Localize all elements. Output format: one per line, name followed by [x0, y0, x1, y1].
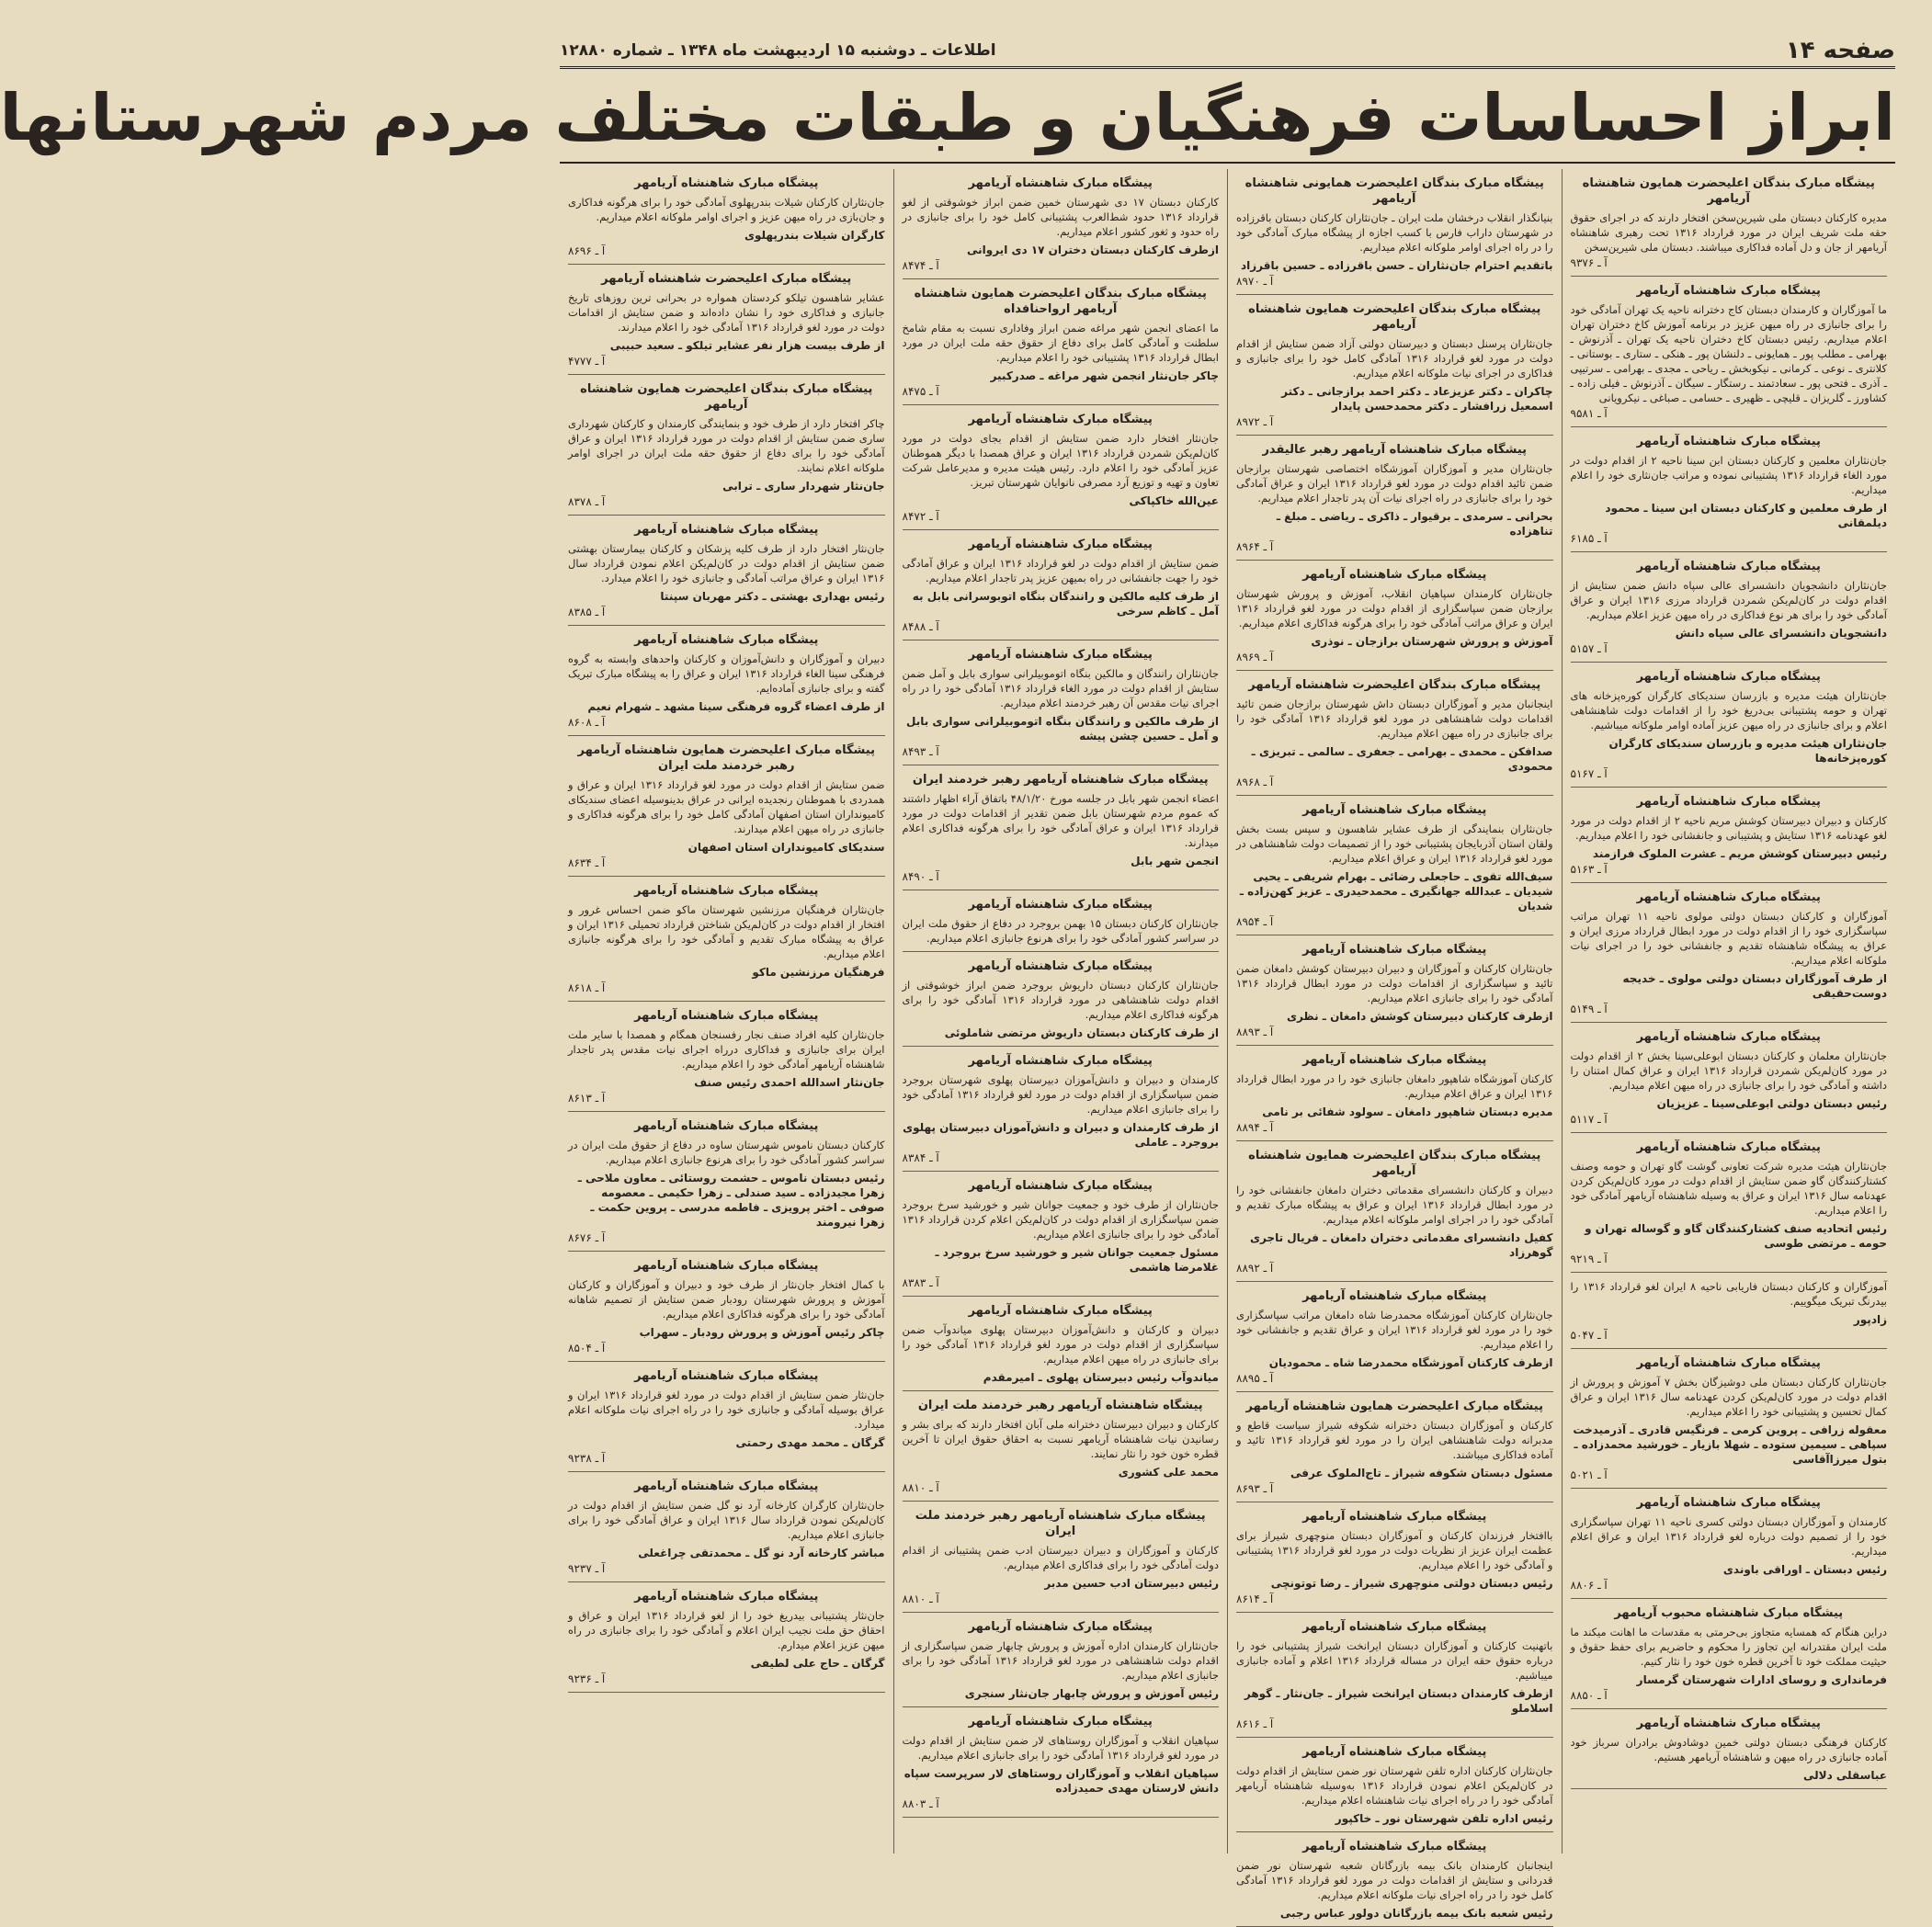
article-body: آموزگاران و کارکنان دبستان دولتی مولوی ناحیه ۱۱ تهران مراتب سپاسگزاری خود را از اقدام دولت در مورد ابطال قرارداد مرزی ایران و عراق به پیشگاه شاهنشاه تقدیم و جانفشانی خود را در اجرای نیات ملوکانه اعلام میداریم.: [1570, 910, 1887, 967]
article-body: ما اعضای انجمن شهر مراغه ضمن ابراز وفاداری نسبت به مقام شامخ سلطنت و آمادگی کامل برای دفاع از حقوق حقه ملت ایران در مورد ابطال قرارداد ۱۳۱۶ پشتیبانی خود را اعلام میداریم.: [902, 322, 1219, 364]
article-code: آ ـ ۹۳۷۶: [1570, 256, 1608, 269]
article-body: سپاهیان انقلاب و آموزگاران روستاهای لار ضمن ستایش از اقدام دولت در مورد لغو قرارداد ۱۳۱۶ آمادگی خود را برای جانبازی اعلام میداریم.: [902, 1734, 1219, 1762]
article-code: آ ـ ۸۹۵۴: [1236, 915, 1274, 928]
article: [903, 530, 1220, 640]
article-title: پیشگاه مبارک شاهنشاه آریامهر: [1636, 435, 1821, 448]
article-title: پیشگاه مبارک شاهنشاه آریامهر: [1302, 1745, 1487, 1759]
article-title: پیشگاه مبارک اعلیحضرت همایون شاهنشاه آریامهر: [1245, 1400, 1543, 1413]
article: [903, 1297, 1220, 1391]
article-signature: ازطرف کارکنان دبیرستان کوشش دامغان ـ نظری: [1286, 1010, 1553, 1023]
article-body: جان‌نثاران کارکنان دبستان ملی دوشیزگان بخش ۷ آموزش و پرورش از اقدام دولت در مورد کان‌لم‌یکن کردن عهدنامه سال ۱۳۱۶ ایران و عراق کمال تحسین و پشتیبانی خود را اعلام میداریم.: [1570, 1376, 1887, 1418]
article: [1571, 552, 1888, 663]
article-body: دراین هنگام که همسایه متجاوز بی‌حرمتی به مقدسات ما اهانت میکند ما ملت ایران مقتدرانه این تجاوز را محکوم و حاضریم برای حفظ حقوق و حیثیت مملکت خود تا آخرین قطره خون خود را نثار کنیم.: [1570, 1626, 1887, 1668]
article-title: پیشگاه مبارک شاهنشاه آریامهر: [1636, 795, 1821, 809]
article-signature: عباسقلی دلالی: [1803, 1769, 1887, 1782]
article-title: پیشگاه مبارک شاهنشاه آریامهر رهبر خردمند ملت ایران: [915, 1509, 1206, 1538]
article: [1571, 1133, 1888, 1273]
article-signature: چاکران ـ دکتر عزیزعاد ـ دکتر احمد برازجانی ـ دکتر اسمعیل زرافشار ـ دکتر محمدحسن پایدار: [1281, 385, 1553, 413]
article: [1236, 796, 1553, 935]
article: [1236, 671, 1553, 796]
article: [903, 405, 1220, 530]
article-body: کارکنان فرهنگی دبستان دولتی خمین دوشادوش برادران سرباز خود آماده جانبازی در راه میهن و شاهنشاه آریامهر هستیم.: [1570, 1736, 1887, 1763]
article-title: پیشگاه مبارک شاهنشاه محبوب آریامهر: [1614, 1606, 1844, 1620]
article-body: آموزگاران و کارکنان دبستان فاریابی ناحیه ۸ ایران لغو قرارداد ۱۳۱۶ را بیدرنگ تبریک میگوییم.: [1570, 1280, 1888, 1308]
article-code: آ ـ ۸۸۹۵: [1236, 1372, 1274, 1385]
article-body: ضمن ستایش از اقدام دولت در لغو قرارداد ۱۳۱۶ ایران و عراق آمادگی خود را جهت جانفشانی در راه بمیهن عزیز پدر تاجدار اعلام میداریم.: [902, 557, 1220, 584]
article-title: پیشگاه مبارک شاهنشاه آریامهر: [968, 1620, 1153, 1634]
column-4: [560, 169, 893, 1853]
article-title: پیشگاه مبارک شاهنشاه آریامهر: [1636, 1030, 1821, 1044]
article: [1236, 1502, 1553, 1613]
article: [1236, 436, 1553, 561]
article: [1571, 883, 1888, 1023]
article: [568, 169, 885, 265]
article-body: کارکنان دبستان ناموس شهرستان ساوه در دفاع از حقوق ملت ایران در سراسر کشور آمادگی خود را برای هرنوع جانبازی اعلام میداریم.: [568, 1139, 885, 1166]
article-signature: بحرانی ـ سرمدی ـ برقیوار ـ ذاکری ـ ریاضی ـ مبلغ ـ تناهزاده: [1276, 510, 1553, 538]
article-signature: از طرف کارمندان و دبیران و دانش‌آموزان دبیرستان پهلوی بروجرد ـ عاملی: [903, 1121, 1219, 1149]
article-body: کارمندان و آموزگاران دبستان دولتی کسری ناحیه ۱۱ تهران سپاسگزاری خود را از تصمیم دولت درباره لغو قرارداد ۱۳۱۶ ایران و عراق اعلام میداریم.: [1570, 1515, 1888, 1558]
article-code: آ ـ ۸۴۷۲: [902, 510, 939, 523]
article-signature: میاندوآب رئیس دبیرستان پهلوی ـ امیرمقدم: [983, 1371, 1219, 1384]
article: [903, 1707, 1220, 1818]
article-signature: از طرف کارکنان دبستان داریوش مرتضی شاملوئی: [944, 1026, 1219, 1039]
article-code: آ ـ ۸۶۹۶: [568, 244, 606, 257]
article-body: چاکر افتخار دارد از طرف خود و بنمایندگی کارمندان و کارکنان شهرداری ساری ضمن ستایش از اقدام دولت در مورد قرارداد ۱۳۱۶ ایران و عراق آمادگی خود را برای دفاع از حقوق حقه ملت ایران در اجرای اوامر ملوکانه اعلام نمایند.: [568, 417, 885, 474]
article-body: جان‌نثاران بنمایندگی از طرف عشایر شاهسون و سپس بست بخش ولقان استان آذربایجان پشتیبانی خود را از تصمیمات دولت شاهنشاهی در مورد لغو قرارداد ۱۳۱۶ ایران و عراق اعلام میداریم.: [1236, 822, 1553, 865]
article-title: پیشگاه مبارک شاهنشاه آریامهر رهبر خردمند ایران: [912, 773, 1209, 787]
article: [1236, 1738, 1553, 1832]
article-body: عشایر شاهسون تیلکو کردستان همواره در بحرانی ترین روزهای تاریخ جانبازی و فداکاری خود را نشان داده‌اند و ضمن ستایش از اقدامات دولت در مورد لغو قرارداد ۱۳۱۶ آمادگی خود را اعلام میدارند.: [568, 291, 885, 334]
article-signature: رئیس آموزش و پرورش چابهار جان‌نثار سنجری: [964, 1687, 1219, 1700]
article: [568, 1002, 885, 1112]
article-code: آ ـ ۸۸۱۰: [902, 1481, 939, 1494]
article-body: کارکنان و آموزگاران دبستان دخترانه شکوفه شیراز سیاست قاطع و مدبرانه دولت شاهنشاهی ایران را در مورد لغو قرارداد ۱۳۱۶ تائید و آماده فداکاری میباشند.: [1236, 1419, 1553, 1461]
article: [568, 877, 885, 1002]
article: [568, 375, 885, 516]
article-title: پیشگاه مبارک شاهنشاه آریامهر: [634, 1590, 819, 1604]
article-code: آ ـ ۸۶۱۸: [568, 981, 606, 994]
article-title: پیشگاه مبارک شاهنشاه آریامهر: [1302, 1510, 1487, 1524]
article: [1571, 277, 1888, 427]
article: [1236, 1141, 1553, 1282]
article-signature: جان‌نثار اسدالله احمدی رئیس صنف: [694, 1076, 885, 1089]
article: [903, 1391, 1220, 1502]
article-title: پیشگاه مبارک شاهنشاه آریامهر: [634, 884, 819, 898]
article-code: آ ـ ۸۹۷۲: [1236, 415, 1274, 428]
article-signature: مدیره دبستان شاهپور دامغان ـ سولود شفائی بر نامی: [1262, 1105, 1553, 1118]
article-title: پیشگاه مبارک شاهنشاه آریامهر: [1636, 890, 1821, 904]
article: [1236, 1832, 1553, 1927]
article-body: جان‌نثاران معلمین و کارکنان دبستان ابن سینا ناحیه ۲ از اقدام دولت در مورد الغاء قرارداد ۱۳۱۶ پشتیبانی نموده و مراتب جان‌نثاری خود را اعلام میداریم.: [1570, 454, 1887, 496]
article-title: پیشگاه مبارک بندگان اعلیحضرت همایون شاهنشاه آریامهر: [1582, 176, 1875, 206]
article: [568, 1582, 885, 1693]
article-body: جان‌نثاران هیئت مدیره و بازرسان سندیکای کارگران کوره‌پزخانه های تهران و حومه پشتیبانی بی‌دریغ خود را از اقدامات دولت شاهنشاهی اعلام و برای جانبازی در راه میهن عزیز آماده اوامر ملوکانه میباشیم.: [1570, 689, 1887, 731]
article-signature: گرگان ـ حاج علی لطیفی: [750, 1657, 885, 1670]
article-body: جان‌نثاران کارمندان سپاهیان انقلاب، آموزش و پرورش شهرستان برازجان ضمن سپاسگزاری از اقدام دولت در مورد لغو قرارداد ۱۳۱۶ ایران و عراق مراتب آمادگی خود را برای هرگونه فداکاری اعلام میداریم.: [1236, 587, 1553, 629]
article-body: جان‌نثاران معلمان و کارکنان دبستان ابوعلی‌سینا بخش ۲ از اقدام دولت در مورد کان‌لم‌یکن شمردن قرارداد ۱۳۱۶ ایران و عراق کمال امتنان را داشته و آمادگی خود را برای جانبازی در راه میهن اعلام میداریم.: [1570, 1049, 1888, 1092]
article-body: کارکنان آموزشگاه شاهپور دامغان جانبازی خود را در مورد ابطال قرارداد ۱۳۱۶ ایران و عراق اعلام میداریم.: [1236, 1072, 1553, 1100]
article-code: آ ـ ۸۳۸۴: [902, 1151, 939, 1164]
article-code: آ ـ ۸۶۳۴: [568, 856, 606, 869]
article-code: آ ـ ۸۸۵۰: [1570, 1689, 1608, 1702]
article-code: آ ـ ۹۲۱۹: [1570, 1253, 1608, 1265]
article-signature: کارگران شیلات بندرپهلوی: [744, 229, 885, 242]
article-body: باافتخار فرزندان کارکنان و آموزگاران دبستان منوچهری شیراز برای عظمت ایران عزیز از نظریات دولت در مورد لغو قرارداد ۱۳۱۶ پشتیبانی و آمادگی خود را اعلام میداریم.: [1236, 1529, 1553, 1571]
article-code: آ ـ ۴۷۷۷: [568, 355, 606, 368]
article-title: پیشگاه مبارک شاهنشاه آریامهر: [1302, 1840, 1487, 1853]
article-code: آ ـ ۸۴۹۰: [902, 870, 939, 883]
article-signature: از طرف معلمین و کارکنان دبستان ابن سینا ـ محمود دیلمقانی: [1605, 502, 1887, 529]
article-body: جان‌نثار افتخار دارد ضمن ستایش از اقدام بجای دولت در مورد کان‌لم‌یکن شمردن قرارداد ۱۳۱۶ ایران و عراق همصدا با دیگر هموطنان عزیز آمادگی خود را اعلام دارد. رئیس هیئت مدیره و مدیرعامل شرکت تعاون و تهیه و توزیع آرد مصرفی نانوایان شهرستان تبریز.: [902, 432, 1220, 489]
article-code: آ ـ ۸۴۸۸: [902, 620, 939, 633]
article: [903, 169, 1220, 279]
article-body: جان‌نثاران کارگران کارخانه آرد نو گل ضمن ستایش از اقدام دولت در کان‌لم‌یکن نمودن قرارداد سال ۱۳۱۶ ایران و عراق آمادگی خود را برای جانبازی اعلام میداریم.: [568, 1499, 885, 1541]
article-body: جان‌نثاران کارکنان و آموزگاران و دبیران دبیرستان کوشش دامغان ضمن تائید و سپاسگزاری از اقدامات دولت در مورد ابطال قرارداد ۱۳۱۶ آمادگی خود را برای جانبازی اعلام میداریم.: [1236, 962, 1553, 1004]
article: [903, 890, 1220, 952]
article-signature: رئیس شعبه بانک بیمه بازرگانان دولور عباس رجبی: [1279, 1907, 1553, 1920]
article-signature: از طرف بیست هزار نفر عشایر تیلکو ـ سعید حبیبی: [609, 339, 885, 352]
article-body: جان‌نثار افتخار دارد از طرف کلیه پزشکان و کارکنان بیمارستان بهشتی ضمن ستایش از اقدام دولت در کان‌لم‌یکن اعلام نمودن قرارداد سال ۱۳۱۶ ایران و عراق مراتب آمادگی و جانبازی خود را اعلام میدارد.: [568, 542, 885, 584]
article: [903, 1502, 1220, 1613]
article-body: دبیران و کارکنان دانشسرای مقدماتی دختران دامغان جانفشانی خود را در مورد ابطال قرارداد ۱۳۱۶ ایران و عراق به پیشگاه مبارک تقدیم و آمادگی خود را در اجرای اوامر ملوکانه اعلام میداریم.: [1236, 1184, 1553, 1226]
article-body: جان‌نثاران دانشجویان دانشسرای عالی سپاه دانش ضمن ستایش از اقدام دولت در کان‌لم‌یکن شمردن قرارداد مرزی ۱۳۱۶ ایران و عراق آمادگی خود را برای هر نوع فداکاری در راه میهن عزیز اعلام میداریم.: [1570, 579, 1887, 621]
article: [1571, 1273, 1888, 1349]
article: [568, 516, 885, 626]
article: [1571, 427, 1888, 552]
article-signature: ازطرف کارکنان دبستان دختران ۱۷ دی ایروانی: [967, 244, 1219, 256]
article-code: آ ـ ۸۹۶۴: [1236, 540, 1274, 553]
article-title: پیشگاه مبارک شاهنشاه آریامهر: [634, 1009, 819, 1023]
article: [1236, 1392, 1553, 1502]
article-signature: معقوله زرافی ـ پروین کرمی ـ فرنگیس قادری ـ آذرمیدخت سپاهی ـ سیمین ستوده ـ شهلا بازیار ـ خورشید محمدزاده ـ بتول میرزاآقاسی: [1573, 1423, 1887, 1466]
article-body: جان‌نثاران هیئت مدیره شرکت تعاونی گوشت گاو تهران و حومه وصنف کشتارکنندگان گاو ضمن ستایش از اقدام دولت در مورد کان‌لم‌یکن کردن عهدنامه سال ۱۳۱۶ ایران و عراق به وسیله شاهنشاه آریامهر آمادگی خود را اعلام میداریم.: [1570, 1160, 1887, 1217]
article: [1571, 788, 1888, 883]
article-title: پیشگاه مبارک شاهنشاه آریامهر: [634, 1119, 819, 1133]
article-code: آ ـ ۸۴۷۴: [902, 259, 939, 272]
article-title: پیشگاه مبارک شاهنشاه آریامهر: [1302, 1620, 1487, 1634]
article-body: جان‌نثاران پرسنل دبستان و دبیرستان دولتی آزاد ضمن ستایش از اقدام دولت در مورد لغو قرارداد ۱۳۱۶ آمادگی کامل خود را برای جانبازی و فداکاری در اجرای نیات ملوکانه اعلام میداریم.: [1236, 337, 1553, 380]
article-signature: ازطرف کارمندان دبستان ایرانخت شیراز ـ جان‌نثار ـ گوهر اسلاملو: [1244, 1687, 1553, 1715]
article-code: آ ـ ۸۴۷۵: [902, 385, 939, 398]
article-title: پیشگاه مبارک شاهنشاه آریامهر: [1636, 560, 1821, 573]
article-signature: از طرف مالکین و رانندگان بنگاه اتوموبیلرانی سواری بابل و آمل ـ حسین چشن پیشه: [906, 715, 1219, 742]
article: [568, 1472, 885, 1582]
article-title: پیشگاه مبارک بندگان اعلیحضرت همایون شاهنشاه آریامهر ارواحنافداه: [914, 287, 1207, 316]
article-signature: صدافکن ـ محمدی ـ بهرامی ـ جعفری ـ سالمی ـ تبریزی ـ محمودی: [1251, 745, 1553, 773]
article-code: آ ـ ۸۶۱۳: [568, 1092, 606, 1105]
article-signature: گرگان ـ محمد مهدی رحمتی: [735, 1436, 885, 1449]
article-body: بنیانگذار انقلاب درخشان ملت ایران ـ جان‌نثاران کارکنان دبستان باقرزاده در شهرستان داراب فارس با کسب اجازه از پیشگاه مبارک آمادگی خود را در راه اجرای اوامر ملوکانه اعلام میداریم.: [1236, 211, 1553, 254]
article-body: اینجانبان مدیر و آموزگاران دبستان داش شهرستان برازجان ضمن تائید اقدامات دولت شاهنشاهی در مورد لغو قرارداد ۱۳۱۶ آمادگی خود را برای جانبازی در راه میهن اعلام میداریم.: [1236, 697, 1553, 740]
article: [568, 1252, 885, 1362]
article-signature: چاکر جان‌نثار انجمن شهر مراغه ـ صدرکبیر: [990, 369, 1219, 382]
article-title: پیشگاه مبارک بندگان اعلیحضرت همایون شاهنشاه آریامهر: [1248, 302, 1541, 332]
article-signature: سندیکای کامیونداران استان اصفهان: [688, 841, 885, 854]
article-title: پیشگاه مبارک بندگان اعلیحضرت همایونی شاهنشاه آریامهر: [1244, 176, 1544, 206]
article: [903, 1172, 1220, 1297]
columns-container: [560, 169, 1895, 1920]
article-signature: ازطرف کارکنان آموزشگاه محمدرضا شاه ـ محمودیان: [1268, 1356, 1553, 1369]
article-code: آ ـ ۵۱۵۷: [1570, 642, 1608, 655]
article: [1236, 295, 1553, 436]
article-signature: رئیس دبیرستان کوشش مریم ـ عشرت الملوک فرازمند: [1592, 847, 1887, 860]
article-title: پیشگاه مبارک شاهنشاه آریامهر: [1636, 1717, 1821, 1730]
article-signature: انجمن شهر بابل: [1131, 855, 1219, 867]
article-body: جان‌نثاران کارمندان اداره آموزش و پرورش چابهار ضمن سپاسگزاری از اقدام دولت شاهنشاهی در مورد لغو قرارداد ۱۳۱۶ آمادگی خود را برای جانبازی اعلام میداریم.: [902, 1639, 1219, 1682]
article-code: آ ـ ۹۲۳۸: [568, 1452, 606, 1465]
article: [1236, 1613, 1553, 1738]
article-title: پیشگاه مبارک شاهنشاه آریامهر: [968, 1179, 1153, 1193]
article-body: ضمن ستایش از اقدام دولت در مورد لغو قرارداد ۱۳۱۶ ایران و عراق و همدردی با هموطنان رنجدیده ایرانی در عراق بدینوسیله اعضای سندیکای کامیونداران استان اصفهان آمادگی کامل خود را برای هرگونه فداکاری و جانبازی در راه میهن اعلام میدارند.: [568, 778, 885, 835]
article: [1236, 1046, 1553, 1141]
article: [903, 1613, 1220, 1707]
article-body: باتهنیت کارکنان و آموزگاران دبستان ایرانخت شیراز پشتیبانی خود را درباره حقوق حقه ایران در مساله قرارداد ۱۳۱۶ اعلام و آماده جانبازی میباشیم.: [1236, 1639, 1553, 1682]
article-body: جان‌نثاران کارکنان دبستان داریوش بروجرد ضمن ابراز خوشوقتی از اقدام دولت شاهنشاهی در مورد قرارداد ۱۳۱۶ آمادگی خود را برای هرگونه فداکاری اعلام میداریم.: [902, 979, 1220, 1021]
article-code: آ ـ ۸۶۷۶: [568, 1231, 606, 1244]
article-code: آ ـ ۸۸۰۳: [902, 1797, 939, 1810]
article-signature: باتقدیم احترام جان‌نثاران ـ حسن باقرزاده ـ حسین باقرزاد: [1240, 259, 1553, 272]
article-signature: رئیس دبستان دولتی ابوعلی‌سینا ـ عزیزیان: [1656, 1097, 1887, 1110]
article-code: آ ـ ۸۹۷۰: [1236, 275, 1274, 288]
article-title: پیشگاه مبارک شاهنشاه آریامهر: [968, 413, 1153, 426]
article-title: پیشگاه مبارک شاهنشاه آریامهر: [968, 898, 1153, 912]
article-signature: مباشر کارخانه آرد نو گل ـ محمدتقی چراغعلی: [638, 1547, 885, 1559]
article-signature: از طرف اعضاء گروه فرهنگی سینا مشهد ـ شهرام نعیم: [587, 700, 885, 713]
article: [568, 736, 885, 877]
column-3: [893, 169, 1228, 1853]
article-title: پیشگاه مبارک شاهنشاه آریامهر: [1302, 568, 1487, 582]
article-signature: جان‌نثاران هیئت مدیره و بازرسان سندیکای کارگران کوره‌پزخانه‌ها: [1608, 737, 1887, 765]
paper-info: اطلاعات ـ دوشنبه ۱۵ اردیبهشت ماه ۱۳۴۸ ـ شماره ۱۲۸۸۰: [560, 41, 996, 60]
article-body: مدیره کارکنان دبستان ملی شیرین‌سخن افتخار دارند که در اجرای حقوق حقه ملت شریف ایران در مورد قرارداد ۱۳۱۶ تحت رهبری شاهنشاه آریامهر از جان و دل آماده فداکاری میباشند. دبستان ملی شیرین‌سخن: [1570, 211, 1888, 254]
article-title: پیشگاه مبارک شاهنشاه آریامهر: [634, 1369, 819, 1383]
article-body: جان‌نثاران کارکنان دبستان ۱۵ بهمن بروجرد در دفاع از حقوق ملت ایران در سراسر کشور آمادگی خود را برای هرنوع جانبازی اعلام میداریم.: [902, 917, 1219, 945]
article-code: آ ـ ۸۸۱۰: [902, 1593, 939, 1605]
article-body: جان‌نثاران از طرف خود و جمعیت جوانان شیر و خورشید سرخ بروجرد ضمن سپاسگزاری از اقدام دولت در کان‌لم‌یکن اعلام کردن قرارداد ۱۳۱۶ آمادگی خود را برای جانبازی اعلام میداریم.: [902, 1198, 1219, 1241]
article: [903, 952, 1220, 1047]
main-headline: ابراز احساسات فرهنگیان و طبقات مختلف مردم شهرستانها: [560, 74, 1895, 164]
article: [1571, 1349, 1888, 1489]
article-signature: چاکر رئیس آموزش و پرورش رودبار ـ سهراب: [639, 1326, 885, 1339]
article-signature: مسئول دبستان شکوفه شیراز ـ تاج‌الملوک عرفی: [1290, 1467, 1553, 1479]
article-code: آ ـ ۸۶۰۸: [568, 716, 606, 729]
article-body: دبیران و آموزگاران و دانش‌آموزان و کارکنان واحدهای وابسته به گروه فرهنگی سینا الغاء قرارداد ۱۳۱۶ ایران و عراق را به پیشگاه مبارک تبریک گفته و برای جانبازی آماده‌ایم.: [568, 652, 885, 695]
article-title: پیشگاه مبارک بندگان اعلیحضرت همایون شاهنشاه آریامهر: [580, 382, 873, 412]
article-signature: کفیل دانشسرای مقدماتی دختران دامغان ـ فریال تاجری گوهرزاد: [1249, 1231, 1553, 1259]
article-body: دبیران و کارکنان و دانش‌آموزان دبیرستان پهلوی میاندوآب ضمن سپاسگزاری از اقدام دولت در مورد لغو قرارداد ۱۳۱۶ آمادگی خود را برای جانبازی در راه میهن اعلام میداریم.: [902, 1323, 1219, 1366]
article-code: آ ـ ۸۸۹۳: [1236, 1026, 1274, 1038]
article-code: آ ـ ۸۶۹۳: [1236, 1482, 1274, 1495]
article-code: آ ـ ۵۱۴۹: [1570, 1003, 1608, 1015]
article-body: با کمال افتخار جان‌نثار از طرف خود و دبیران و آموزگاران و کارکنان آموزش و پرورش شهرستان رودبار ضمن ستایش از تصمیم شاهانه آمادگی خود را برای هرگونه فداکاری اعلام میداریم.: [568, 1278, 885, 1321]
article: [568, 1362, 885, 1472]
article-code: آ ـ ۸۳۸۵: [568, 606, 606, 618]
page-header: [560, 35, 1895, 69]
article-title: پیشگاه مبارک بندگان اعلیحضرت شاهنشاه آریامهر: [1248, 678, 1541, 692]
article: [1236, 561, 1553, 671]
article-title: پیشگاه مبارک شاهنشاه آریامهر رهبر عالیقدر: [1262, 443, 1528, 457]
article-code: آ ـ ۵۱۶۳: [1570, 863, 1608, 876]
article-body: جان‌نثاران کلیه افراد صنف نجار رفسنجان همگام و همصدا با سایر ملت ایران برای جانبازی و فداکاری درراه اجرای نیات مقدس پدر تاجدار شاهنشاه آریامهر آمادگی خود را اعلام میداریم.: [568, 1028, 885, 1071]
article-signature: رئیس دبستان دولتی منوچهری شیراز ـ رضا توتونچی: [1270, 1577, 1553, 1590]
article-code: آ ـ ۵۱۶۷: [1570, 767, 1608, 780]
article-signature: فرهنگیان مرزنشین ماکو: [752, 966, 885, 979]
article: [1236, 169, 1553, 295]
article-title: پیشگاه مبارک اعلیحضرت شاهنشاه آریامهر: [601, 272, 852, 286]
article: [1571, 1023, 1888, 1133]
article-signature: جان‌نثار شهردار ساری ـ ترابی: [722, 480, 885, 493]
article: [568, 265, 885, 375]
article-body: جان‌نثاران کارکنان شیلات بندرپهلوی آمادگی خود را برای هرگونه فداکاری و جان‌بازی در راه میهن عزیز و اجرای اوامر ملوکانه اعلام میداریم.: [568, 196, 885, 223]
article-signature: محمد علی کشوری: [1118, 1466, 1219, 1479]
column-2: [1227, 169, 1562, 1920]
article-title: پیشگاه شاهنشاه آریامهر رهبر خردمند ملت ایران: [917, 1399, 1203, 1412]
article-code: آ ـ ۸۳۷۸: [568, 495, 606, 508]
article-signature: آموزش و پرورش شهرستان برازجان ـ نوذری: [1311, 635, 1553, 648]
article-body: جان‌نثاران مدیر و آموزگاران آموزشگاه اختصاصی شهرستان برازجان ضمن تائید اقدام دولت در مورد لغو قرارداد ۱۳۱۶ ایران و عراق آمادگی خود را برای جانبازی در راه اجرای نیات آن پدر تاجدار اعلام میداریم.: [1236, 462, 1553, 504]
article-title: پیشگاه مبارک شاهنشاه آریامهر: [1636, 1496, 1821, 1510]
article: [1571, 1489, 1888, 1599]
article-code: آ ـ ۹۲۳۶: [568, 1672, 606, 1685]
article-code: آ ـ ۸۸۹۲: [1236, 1262, 1274, 1275]
article-signature: رئیس اداره تلفن شهرستان نور ـ خاکپور: [1335, 1812, 1553, 1825]
article-code: آ ـ ۸۸۰۶: [1570, 1579, 1608, 1592]
article-body: جان‌نثاران فرهنگیان مرزنشین شهرستان ماکو ضمن احساس غرور و افتخار از اقدام دولت در کان‌لم‌یکن شناختن قرارداد تحمیلی ۱۳۱۶ ایران و عراق به پیشگاه مبارک تقدیم و آمادگی خود را برای هرگونه جانبازی اعلام میداریم.: [568, 903, 885, 960]
article: [903, 765, 1220, 890]
article: [568, 1112, 885, 1252]
article-signature: زادپور: [1853, 1313, 1887, 1326]
article-body: جان‌نثاران کارکنان آموزشگاه محمدرضا شاه دامغان مراتب سپاسگزاری خود را در مورد لغو قرارداد ۱۳۱۶ ایران و عراق تقدیم و جانفشانی خود را اعلام میداریم.: [1236, 1309, 1553, 1351]
article: [568, 626, 885, 736]
article-title: پیشگاه مبارک شاهنشاه آریامهر: [968, 1715, 1153, 1729]
article-title: پیشگاه مبارک شاهنشاه آریامهر: [1636, 1140, 1821, 1154]
article: [903, 640, 1220, 765]
article-title: پیشگاه مبارک شاهنشاه آریامهر: [1302, 1053, 1487, 1067]
article-signature: دانشجویان دانشسرای عالی سپاه دانش: [1675, 627, 1887, 640]
article-title: پیشگاه مبارک شاهنشاه آریامهر: [1636, 1356, 1821, 1370]
article-code: آ ـ ۸۹۶۹: [1236, 651, 1274, 663]
article-code: آ ـ ۸۴۹۳: [902, 745, 939, 758]
article: [1571, 663, 1888, 788]
article-signature: رئیس دبستان ـ اوراقی باوندی: [1722, 1563, 1887, 1576]
article-signature: از طرف آموزگاران دبستان دولتی مولوی ـ خدیجه دوست‌حقیقی: [1622, 972, 1887, 1000]
column-1: [1562, 169, 1896, 1853]
article: [1571, 1599, 1888, 1709]
article-title: پیشگاه مبارک شاهنشاه آریامهر: [1302, 943, 1487, 957]
article-body: کارکنان و آموزگاران و دبیران دبیرستان ادب ضمن پشتیبانی از اقدام دولت آمادگی خود را برای فداکاری اعلام میداریم.: [902, 1544, 1219, 1571]
article-signature: مسئول جمعیت جوانان شیر و خورشید سرخ بروجرد ـ غلامرضا هاشمی: [935, 1246, 1219, 1274]
article-title: پیشگاه مبارک شاهنشاه آریامهر: [634, 633, 819, 647]
article-body: کارکنان دبستان ۱۷ دی شهرستان خمین ضمن ابراز خوشوقتی از لغو قرارداد ۱۳۱۶ حدود شط‌العرب پشتیبانی کامل خود را برای جانبازی در راه حدود و ثغور کشور اعلام میداریم.: [902, 196, 1219, 238]
article-body: کارمندان و دبیران و دانش‌آموزان دبیرستان پهلوی شهرستان بروجرد ضمن سپاسگزاری از اقدام دولت در مورد لغو قرارداد ۱۳۱۶ آمادگی خود را برای جانبازی اعلام میداریم.: [902, 1073, 1219, 1116]
article-title: پیشگاه مبارک شاهنشاه آریامهر: [1302, 1289, 1487, 1303]
article-title: پیشگاه مبارک شاهنشاه آریامهر: [634, 176, 819, 190]
article-code: آ ـ ۹۵۸۱: [1570, 407, 1608, 420]
article: [1571, 169, 1888, 277]
article-title: پیشگاه مبارک شاهنشاه آریامهر: [634, 523, 819, 537]
article-title: پیشگاه مبارک اعلیحضرت همایون شاهنشاه آریامهر رهبر خردمند ملت ایران: [577, 743, 875, 773]
article-code: آ ـ ۵۰۴۷: [1570, 1329, 1608, 1342]
article-title: پیشگاه مبارک شاهنشاه آریامهر: [634, 1479, 819, 1493]
article-signature: از طرف کلیه مالکین و رانندگان بنگاه اتوبوسرانی بابل به آمل ـ کاظم سرخی: [912, 590, 1219, 618]
article-title: پیشگاه مبارک شاهنشاه آریامهر: [1636, 670, 1821, 684]
article-title: پیشگاه مبارک شاهنشاه آریامهر: [968, 176, 1153, 190]
page-number: صفحه ۱۴: [1785, 37, 1895, 64]
article-signature: عین‌الله خاکپاکی: [1129, 494, 1219, 507]
article-code: آ ـ ۸۵۰۴: [568, 1342, 606, 1355]
article: [1571, 1709, 1888, 1789]
article-title: پیشگاه مبارک شاهنشاه آریامهر: [1302, 803, 1487, 817]
article-code: آ ـ ۸۳۸۳: [902, 1276, 939, 1289]
article-code: آ ـ ۸۶۱۴: [1236, 1593, 1274, 1605]
article-title: پیشگاه مبارک شاهنشاه آریامهر: [1636, 284, 1821, 298]
article-body: جان‌نثاران رانندگان و مالکین بنگاه اتوموبیلرانی سواری بابل و آمل ضمن ستایش از اقدام دولت در مورد الغاء قرارداد ۱۳۱۶ آمادگی خود را در راه اجرای نیات مقدس آن رهبر خردمند اعلام میداریم.: [902, 667, 1219, 709]
article-title: پیشگاه مبارک شاهنشاه آریامهر: [968, 1054, 1153, 1068]
article-signature: رئیس دبستان ناموس ـ حشمت روستائی ـ معاون ملاحی ـ زهرا مجیدزاده ـ سید صندلی ـ زهرا حکیمی ـ معصومه صوفی ـ اختر پرویزی ـ فاطمه مدرسی ـ پروین حکمت ـ زهرا نیرومند: [577, 1172, 885, 1229]
article: [1236, 1282, 1553, 1392]
article-body: کارکنان و دبیران دبیرستان کوشش مریم ناحیه ۲ از اقدام دولت در مورد لغو عهدنامه ۱۳۱۶ ستایش و پشتیبانی و جانفشانی خود را اعلام میداریم.: [1570, 814, 1887, 842]
article-body: جان‌نثار پشتیبانی بیدریغ خود را از لغو قرارداد ۱۳۱۶ ایران و عراق و احقاق حق ملت نجیب ایران اعلام و آمادگی خود را برای جانبازی در راه میهن عزیز اعلام میدارم.: [568, 1609, 885, 1651]
article-body: اینجانبان کارمندان بانک بیمه بازرگانان شعبه شهرستان نور ضمن قدردانی و ستایش از اقدامات دولت در مورد لغو قرارداد ۱۳۱۶ آمادگی کامل خود را در راه اجرای نیات ملوکانه اعلام میداریم.: [1236, 1859, 1553, 1901]
article: [903, 279, 1220, 405]
article-signature: فرمانداری و روسای ادارات شهرستان گرمسار: [1636, 1673, 1887, 1686]
article-title: پیشگاه مبارک شاهنشاه آریامهر: [968, 959, 1153, 973]
article-body: کارکنان و دبیران دبیرستان دخترانه ملی آبان افتخار دارند که برای بشر و رسانیدن نیات شاهنشاه آریامهر نسبت به احقاق حقوق ایران تا آخرین قطره خون خود را نثار نمایند.: [902, 1418, 1219, 1460]
article-title: پیشگاه مبارک بندگان اعلیحضرت همایون شاهنشاه آریامهر: [1248, 1149, 1541, 1178]
article-code: آ ـ ۸۹۶۸: [1236, 776, 1274, 788]
article-code: آ ـ ۵۱۱۷: [1570, 1113, 1608, 1126]
article: [903, 1047, 1220, 1172]
article-code: آ ـ ۶۱۸۵: [1570, 532, 1608, 545]
article-title: پیشگاه مبارک شاهنشاه آریامهر: [968, 648, 1153, 662]
article-signature: سیف‌الله تقوی ـ حاجعلی رضائی ـ بهرام شریفی ـ یحیی شیدیان ـ عبدالله جهانگیری ـ محمدحیدری ـ عزیز کهن‌زاده ـ شدیان: [1239, 870, 1553, 912]
article-body: جان‌نثاران کارکنان اداره تلفن شهرستان نور ضمن ستایش از اقدام دولت در کان‌لم‌یکن اعلام نمودن قرارداد ۱۳۱۶ به‌وسیله شاهنشاه آریامهر آمادگی خود را در راه اجرای نیات شاهنشاه اعلام میداریم.: [1236, 1764, 1553, 1807]
article-body: اعضاء انجمن شهر بابل در جلسه مورخ ۴۸/۱/۲۰ باتفاق آراء اظهار داشتند که عموم مردم شهرستان بابل ضمن تقدیر از اقدامات دولت در مورد قرارداد ۱۳۱۶ ایران و عراق آمادگی خود را برای هرگونه فداکاری اعلام میدارند.: [902, 792, 1219, 849]
article-signature: رئیس بهداری بهشتی ـ دکتر مهربان سپنتا: [660, 590, 885, 603]
article-title: پیشگاه مبارک شاهنشاه آریامهر: [968, 538, 1153, 551]
article-code: آ ـ ۸۶۱۶: [1236, 1717, 1274, 1730]
article-title: پیشگاه مبارک شاهنشاه آریامهر: [634, 1259, 819, 1273]
article-title: پیشگاه مبارک شاهنشاه آریامهر: [968, 1304, 1153, 1318]
article-code: آ ـ ۸۸۹۴: [1236, 1121, 1274, 1134]
article-body: ما آموزگاران و کارمندان دبستان کاج دخترانه ناحیه یک تهران آمادگی خود را برای جانبازی در راه میهن عزیز در برنامه آموزش کاخ دختران تهران اعلام میداریم. رئیس دبستان کاخ دختران ناحیه یک تهران ـ آذرنوش ـ بهرامی ـ مطلب پور ـ همایونی ـ دلنشان پور ـ هنکی ـ ستاری ـ بوستانی ـ کلانتری ـ نوعی ـ کرمانی ـ نیکوبخش ـ ریاحی ـ مجدی ـ بهرامی ـ سرتیپی ـ آذری ـ فتحی پور ـ سعادتمند ـ رستگار ـ سیگان ـ آذرنوش ـ فیلی زاده ـ کشاورز ـ گلریزان ـ قلیچی ـ ظهیری ـ حسامی ـ صباغی ـ نیکرویانی: [1570, 303, 1887, 404]
article-signature: سپاهیان انقلاب و آموزگاران روستاهای لار سرپرست سپاه دانش لارستان مهدی حمیدزاده: [903, 1767, 1219, 1795]
article-code: آ ـ ۵۰۲۱: [1570, 1468, 1608, 1481]
article-signature: رئیس اتحادیه صنف کشتارکنندگان گاو و گوساله تهران و حومه ـ مرتضی طوسی: [1585, 1222, 1887, 1250]
article: [1236, 935, 1553, 1046]
article-code: آ ـ ۹۲۳۷: [568, 1562, 606, 1575]
article-body: جان‌نثار ضمن ستایش از اقدام دولت در مورد لغو قرارداد ۱۳۱۶ ایران و عراق بوسیله آمادگی و جانبازی خود را در راه اجرای نیات ملوکانه اعلام میدارد.: [568, 1389, 885, 1431]
article-signature: رئیس دبیرستان ادب حسین مدبر: [1044, 1577, 1219, 1590]
